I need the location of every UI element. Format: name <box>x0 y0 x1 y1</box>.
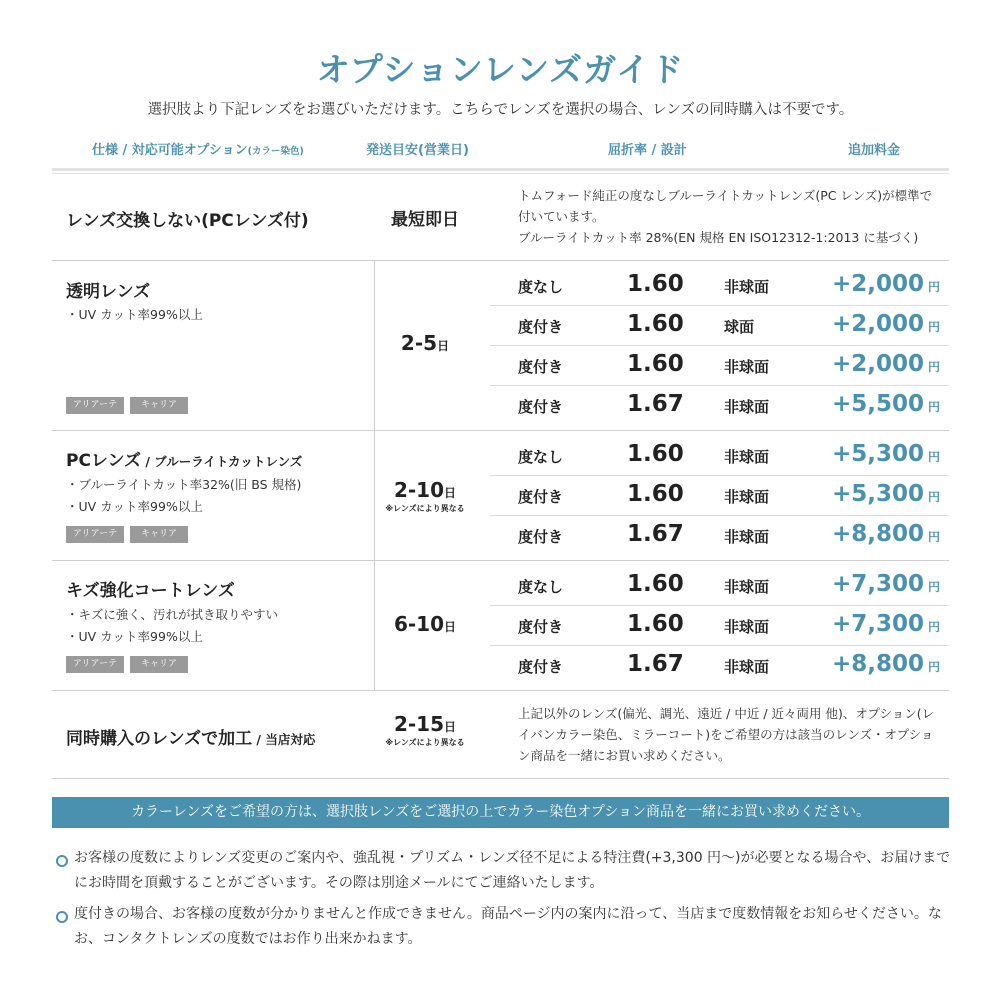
row-degree: 度付き <box>518 618 564 636</box>
divider <box>52 430 949 431</box>
pc-feature: ・ブルーライトカット率32%(旧 BS 規格) <box>66 477 302 492</box>
tag-ariate: アリアーテ <box>66 526 124 543</box>
row-price: +2,000 円 <box>832 271 941 297</box>
row-index: 1.60 <box>627 351 684 377</box>
row-design: 非球面 <box>724 488 770 506</box>
divider <box>52 690 949 691</box>
row-index: 1.60 <box>627 271 684 297</box>
pc-feature: ・UV カット率99%以上 <box>66 499 203 514</box>
header-spec: 仕様 / 対応可能オプション(カラー染色) <box>92 143 304 158</box>
header-shipping: 発送目安(営業日) <box>366 143 469 158</box>
row-price: +2,000 円 <box>832 311 941 337</box>
page-title: オプションレンズガイド <box>316 50 685 89</box>
row-degree: 度なし <box>518 448 564 466</box>
row-divider <box>490 475 949 476</box>
tag-career: キャリア <box>130 656 188 673</box>
tag-ariate: アリアーテ <box>66 656 124 673</box>
row-design: 非球面 <box>724 528 770 546</box>
row-design: 非球面 <box>724 398 770 416</box>
row-divider <box>490 305 949 306</box>
row-index: 1.60 <box>627 311 684 337</box>
row-degree: 度付き <box>518 318 564 336</box>
row-degree: 度付き <box>518 358 564 376</box>
row-index: 1.67 <box>627 521 684 547</box>
table-top-rule <box>52 168 949 174</box>
row-divider <box>490 345 949 346</box>
section-title-process: 同時購入のレンズで加工 / 当店対応 <box>66 729 316 749</box>
row-price: +5,500 円 <box>832 391 941 417</box>
no-change-description: トムフォード純正の度なしブルーライトカットレンズ(PC レンズ)が標準で付いています。 ブルーライトカット率 28%(EN 規格 EN ISO12312-1:2013 に基づく) <box>518 188 933 245</box>
row-price: +5,300 円 <box>832 481 941 507</box>
divider <box>52 778 949 779</box>
row-divider <box>490 515 949 516</box>
row-divider <box>490 605 949 606</box>
row-degree: 度付き <box>518 398 564 416</box>
header-price: 追加料金 <box>848 143 901 158</box>
row-index: 1.67 <box>627 651 684 677</box>
row-design: 非球面 <box>724 278 770 296</box>
row-price: +7,300 円 <box>832 571 941 597</box>
row-price: +8,800 円 <box>832 521 941 547</box>
row-price: +5,300 円 <box>832 441 941 467</box>
divider <box>52 560 949 561</box>
row-design: 非球面 <box>724 658 770 676</box>
row-design: 非球面 <box>724 448 770 466</box>
row-design: 非球面 <box>724 578 770 596</box>
clear-feature: ・UV カット率99%以上 <box>66 307 203 322</box>
row-price: +7,300 円 <box>832 611 941 637</box>
process-description: 上記以外のレンズ(偏光、調光、遠近 / 中近 / 近々両用 他)、オプション(レイバンカラー染色、ミラーコート)をご希望の方は該当のレンズ・オプション商品を一緒にお買い求めください。 <box>518 706 935 763</box>
row-index: 1.67 <box>627 391 684 417</box>
shipping-no-change: 最短即日 <box>391 210 459 230</box>
section-title-pc: PCレンズ / ブルーライトカットレンズ <box>66 451 303 471</box>
row-index: 1.60 <box>627 481 684 507</box>
row-degree: 度付き <box>518 488 564 506</box>
row-price: +8,800 円 <box>832 651 941 677</box>
bullet-icon <box>56 855 68 867</box>
scratch-feature: ・キズに強く、汚れが拭き取りやすい <box>66 607 279 622</box>
header-index: 屈折率 / 設計 <box>608 143 687 158</box>
row-design: 非球面 <box>724 618 770 636</box>
row-degree: 度なし <box>518 578 564 596</box>
row-divider <box>490 385 949 386</box>
row-degree: 度付き <box>518 658 564 676</box>
shipping-scratch: 6-10日 <box>393 612 457 636</box>
note-item: お客様の度数によりレンズ変更のご案内や、強乱視・プリズム・レンズ径不足による特注費(+3,300 円〜)が必要となる場合や、お届けまでにお時間を頂戴することがございます。その際は別途メールにてご連絡いたします。 <box>74 850 951 891</box>
shipping-process: 2-15日 ※レンズにより異なる <box>385 712 465 747</box>
row-design: 非球面 <box>724 358 770 376</box>
bullet-icon <box>56 911 68 923</box>
color-lens-banner: カラーレンズをご希望の方は、選択肢レンズをご選択の上でカラー染色オプション商品を一緒にお買い求めください。 <box>52 797 949 828</box>
shipping-pc: 2-10日 ※レンズにより異なる <box>385 478 465 513</box>
tag-career: キャリア <box>130 526 188 543</box>
section-title-clear: 透明レンズ <box>66 282 151 302</box>
row-divider <box>490 645 949 646</box>
divider <box>52 260 949 261</box>
section-title-scratch: キズ強化コートレンズ <box>66 581 235 601</box>
page-subtitle: 選択肢より下記レンズをお選びいただけます。こちらでレンズを選択の場合、レンズの同時購入は不要です。 <box>147 102 854 118</box>
tag-career: キャリア <box>130 397 188 414</box>
row-degree: 度なし <box>518 278 564 296</box>
section-title-no-change: レンズ交換しない(PCレンズ付) <box>66 211 309 231</box>
row-index: 1.60 <box>627 611 684 637</box>
shipping-clear: 2-5日 <box>400 331 450 355</box>
row-index: 1.60 <box>627 571 684 597</box>
row-index: 1.60 <box>627 441 684 467</box>
scratch-feature: ・UV カット率99%以上 <box>66 629 203 644</box>
row-degree: 度付き <box>518 528 564 546</box>
row-price: +2,000 円 <box>832 351 941 377</box>
note-item: 度付きの場合、お客様の度数が分かりませんと作成できません。商品ページ内の案内に沿って、当店まで度数情報をお知らせください。なお、コンタクトレンズの度数ではお作り出来かねます。 <box>74 906 942 947</box>
tag-ariate: アリアーテ <box>66 397 124 414</box>
row-design: 球面 <box>724 318 755 336</box>
